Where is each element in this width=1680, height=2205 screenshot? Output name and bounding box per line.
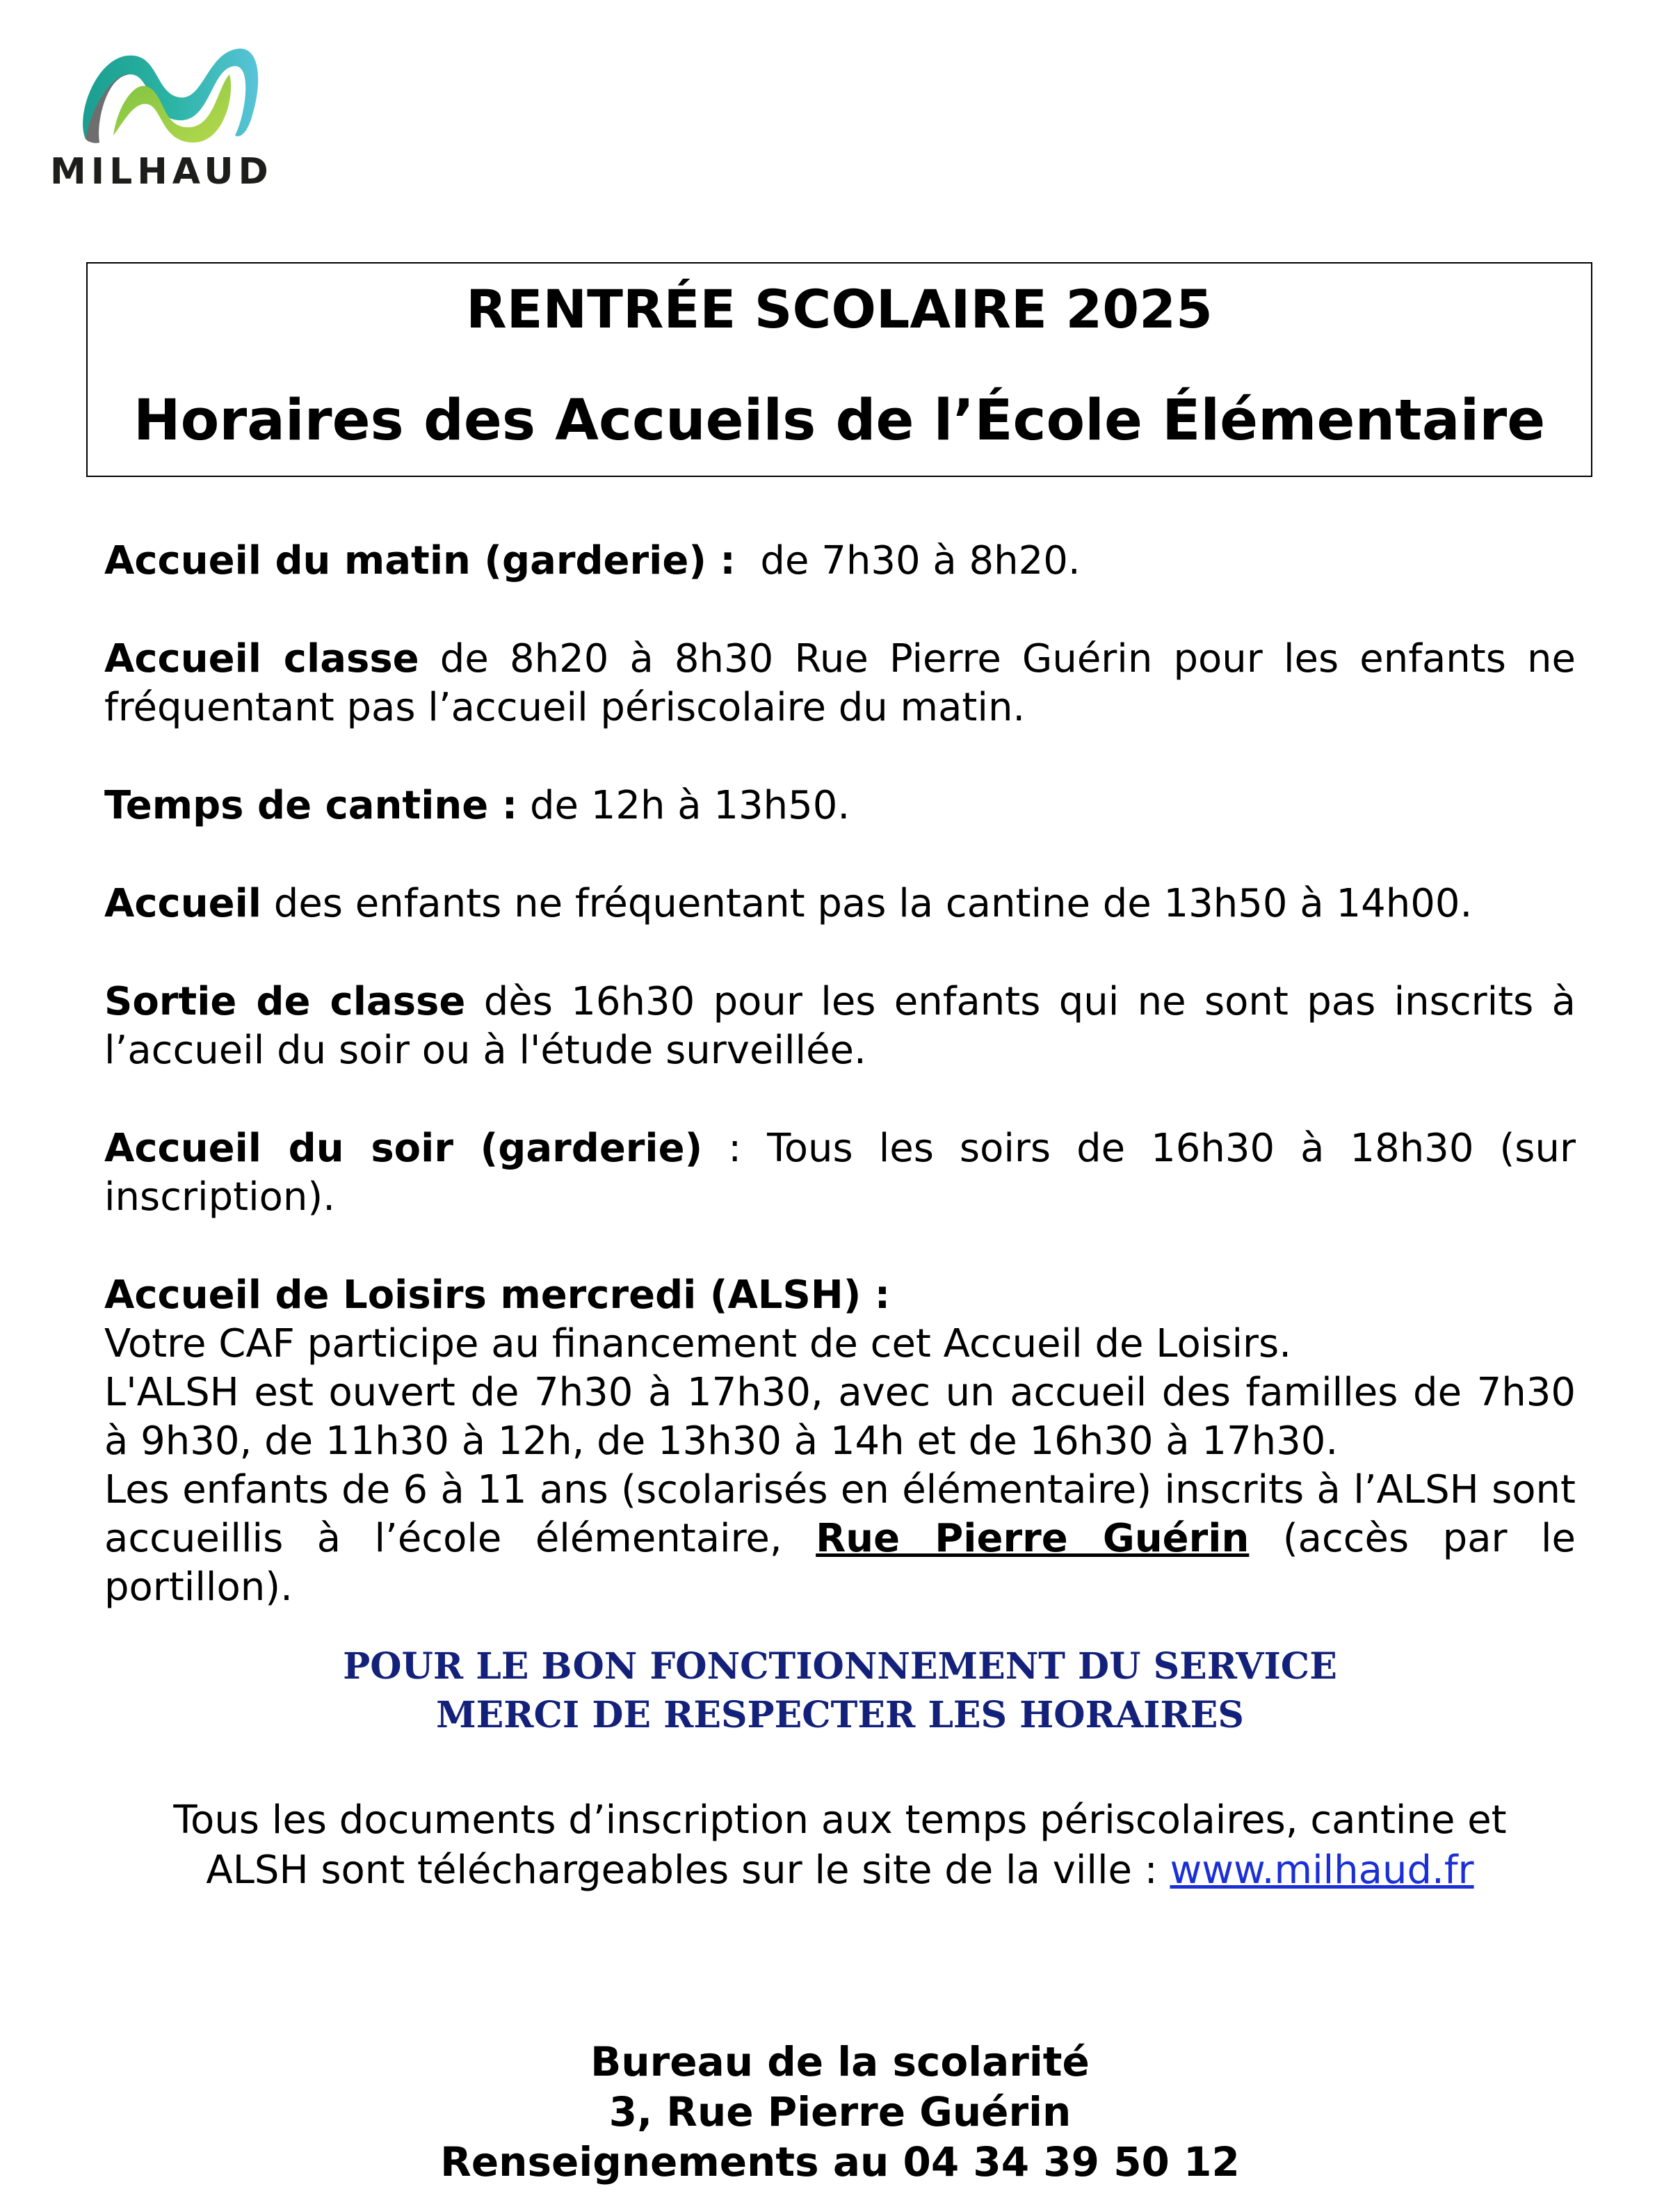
schedule-content — [104, 537, 1576, 1612]
section-classe-text: de 8h20 à 8h30 Rue Pierre Guérin pour les enfants ne fréquentant pas l’accueil périscolaire du matin. — [104, 636, 1576, 730]
documents-line1: Tous les documents d’inscription aux temps périscolaires, cantine et — [173, 1798, 1507, 1843]
notice-line2: MERCI DE RESPECTER LES HORAIRES — [436, 1694, 1244, 1736]
milhaud-logo-icon — [75, 38, 263, 150]
title-box — [86, 262, 1592, 477]
website-link[interactable]: www.milhaud.fr — [1170, 1848, 1474, 1893]
section-alsh-label: Accueil de Loisirs mercredi (ALSH) : — [104, 1273, 891, 1318]
section-accueil-text: des enfants ne fréquentant pas la cantine de 13h50 à 14h00. — [273, 881, 1473, 926]
section-soir — [104, 1124, 1576, 1222]
section-alsh-line2: L'ALSH est ouvert de 7h30 à 17h30, avec un accueil des familles de 7h30 à 9h30, de 11h30 à 12h, de 13h30 à 14h et de 16h30 à 17h30. — [104, 1370, 1576, 1464]
section-sortie-label: Sortie de classe — [104, 979, 466, 1024]
section-soir-label: Accueil du soir (garderie) — [104, 1126, 703, 1171]
section-alsh-line3-end: (accès par le portillon). — [104, 1516, 1576, 1610]
contact-footer — [0, 2037, 1680, 2187]
documents-line2-wrap — [0, 1845, 1680, 1896]
footer-phone: Renseignements au 04 34 39 50 12 — [440, 2138, 1240, 2186]
documents-info — [0, 1795, 1680, 1896]
service-notice — [0, 1642, 1680, 1740]
section-accueil — [104, 880, 1576, 928]
section-classe-label: Accueil classe — [104, 636, 419, 681]
section-sortie-text: dès 16h30 pour les enfants qui ne sont pas inscrits à l’accueil du soir ou à l'étude surveillée. — [104, 979, 1576, 1073]
section-matin — [104, 537, 1576, 585]
section-cantine — [104, 782, 1576, 830]
page-subtitle: Horaires des Accueils de l’École Élémentaire — [133, 388, 1546, 453]
milhaud-logo — [42, 38, 292, 198]
page-title: RENTRÉE SCOLAIRE 2025 — [466, 278, 1213, 340]
section-cantine-label: Temps de cantine : — [104, 783, 518, 828]
section-matin-text: de 7h30 à 8h20. — [760, 538, 1081, 583]
alsh-street: Rue Pierre Guérin — [816, 1516, 1250, 1561]
footer-address: 3, Rue Pierre Guérin — [608, 2088, 1072, 2135]
section-cantine-text: de 12h à 13h50. — [529, 783, 850, 828]
section-accueil-label: Accueil — [104, 881, 261, 926]
section-alsh-line3 — [104, 1466, 1576, 1612]
footer-office: Bureau de la scolarité — [590, 2038, 1090, 2085]
section-soir-text: : Tous les soirs de 16h30 à 18h30 (sur inscription). — [104, 1126, 1576, 1220]
notice-line1: POUR LE BON FONCTIONNEMENT DU SERVICE — [343, 1645, 1337, 1688]
logo-wordmark: MILHAUD — [50, 151, 273, 193]
section-alsh-line3-start: Les enfants de 6 à 11 ans (scolarisés en élémentaire) inscrits à l’ALSH sont accueillis à l’école élémentaire, — [104, 1467, 1576, 1561]
documents-line2: ALSH sont téléchargeables sur le site de la ville : — [206, 1848, 1158, 1893]
section-sortie — [104, 978, 1576, 1075]
section-classe — [104, 635, 1576, 732]
section-alsh-line1: Votre CAF participe au financement de cet Accueil de Loisirs. — [104, 1321, 1292, 1366]
section-matin-label: Accueil du matin (garderie) : — [104, 538, 736, 583]
